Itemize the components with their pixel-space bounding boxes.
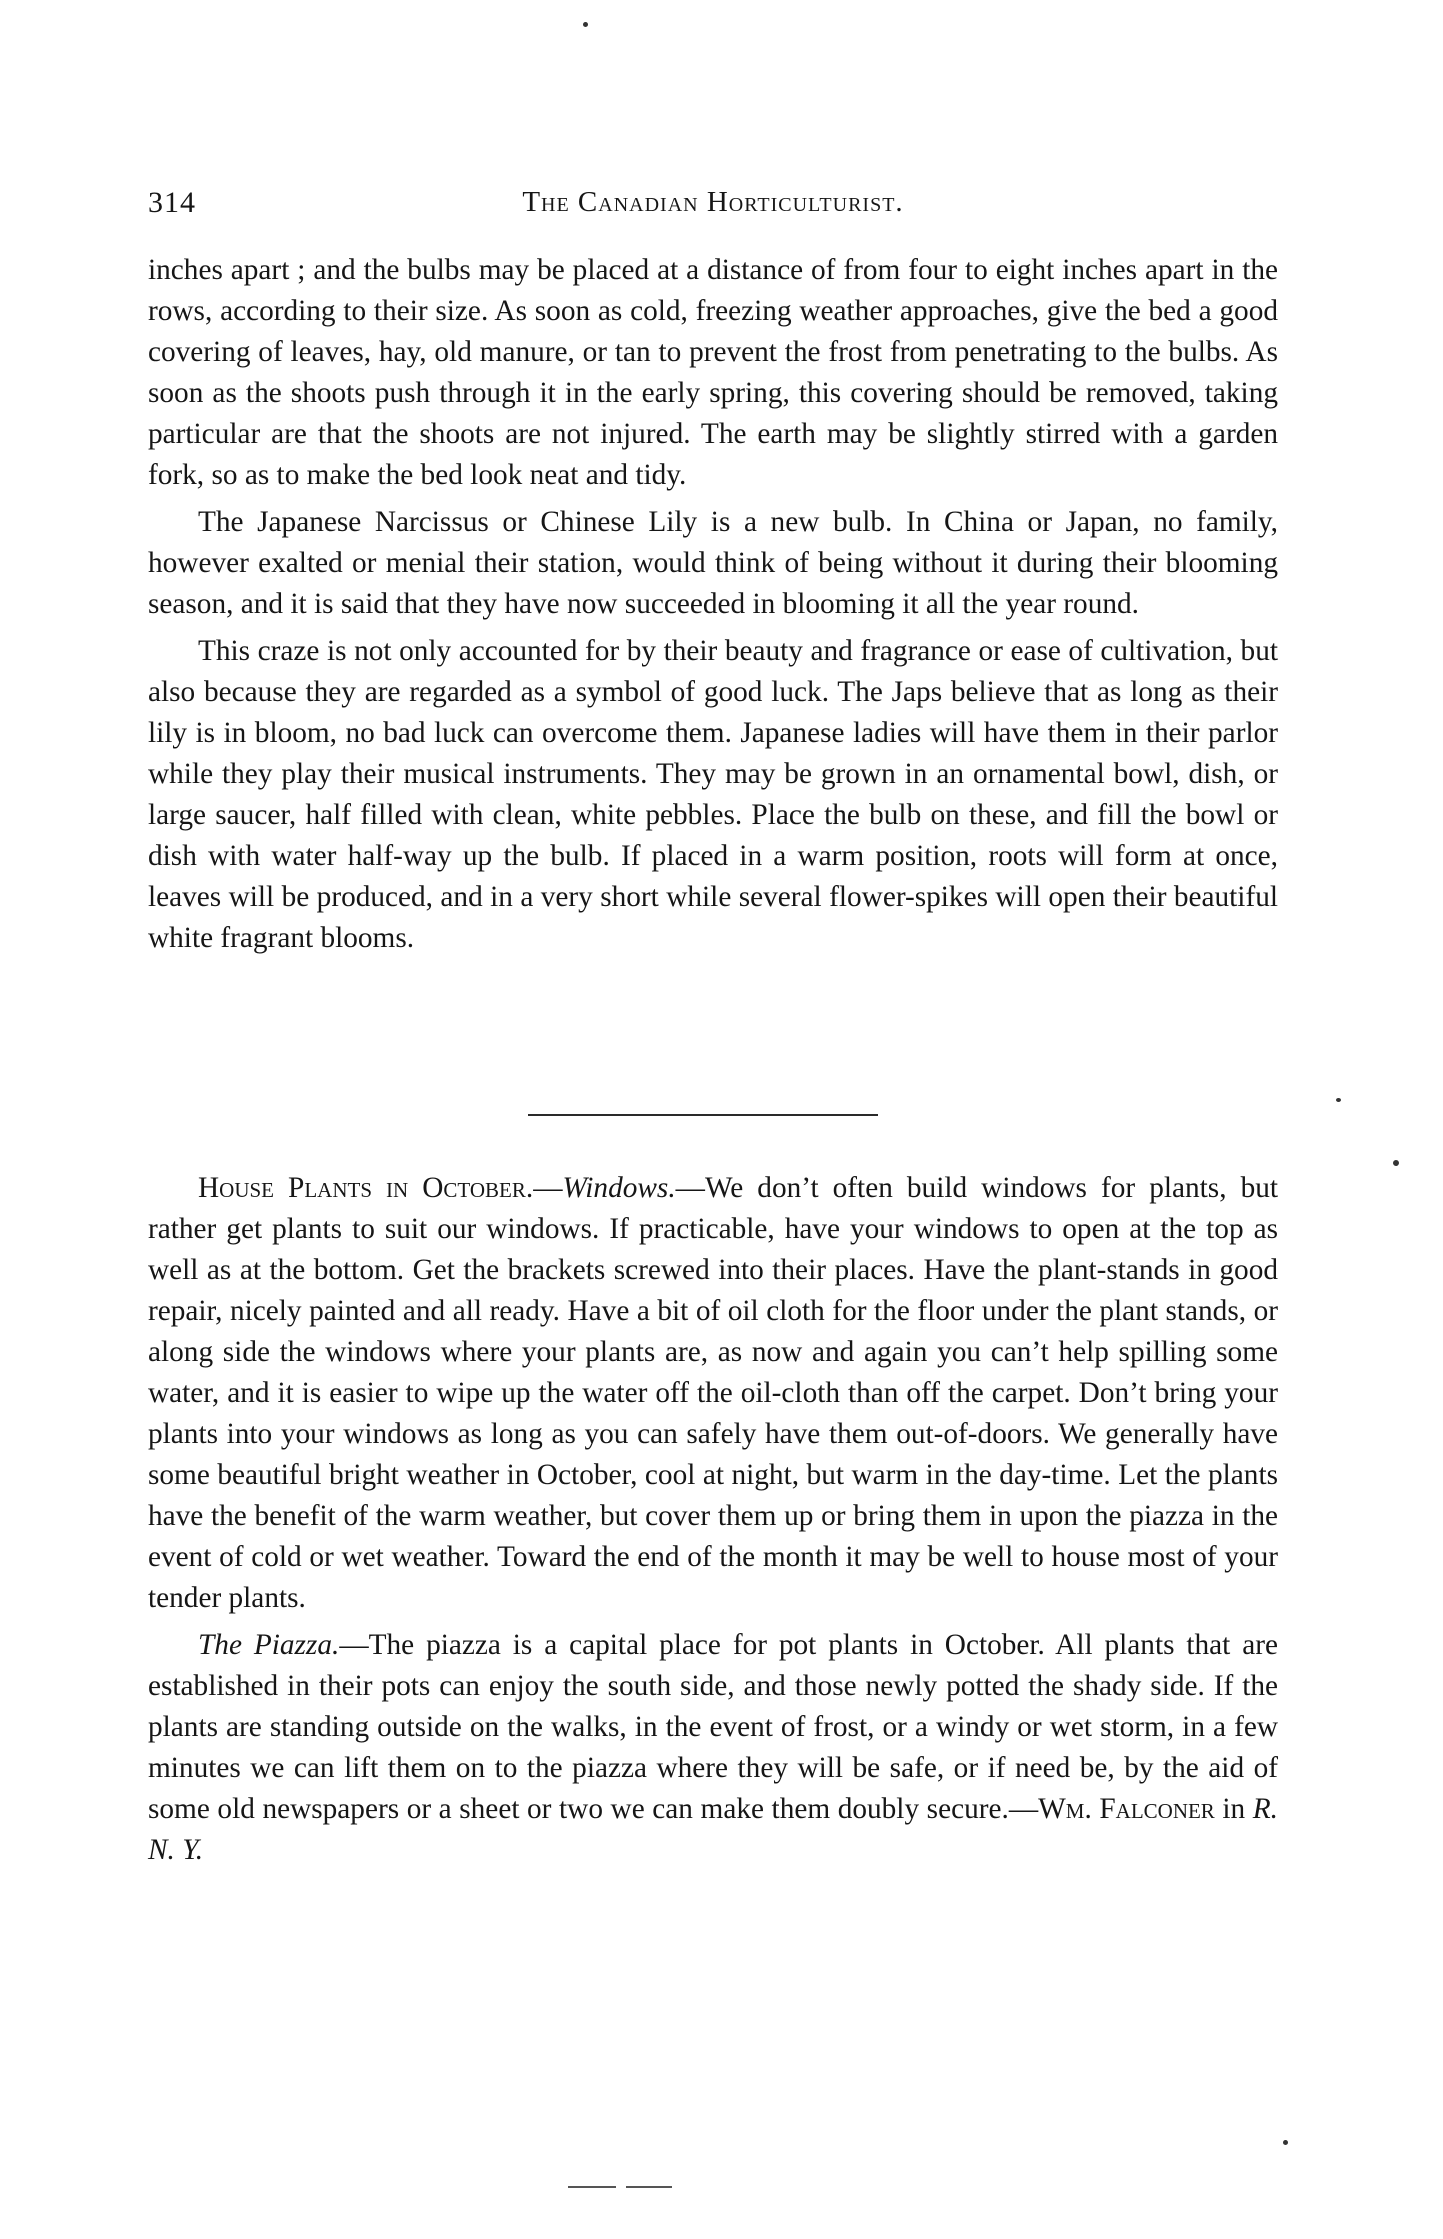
page-number: 314 bbox=[148, 186, 196, 219]
heading-dash: — bbox=[533, 1172, 563, 1204]
page-header bbox=[148, 186, 1278, 226]
source-citation: R. N. Y. bbox=[148, 1793, 1279, 1866]
author-name: Wm. Falconer bbox=[1038, 1793, 1215, 1825]
print-speck bbox=[1336, 1098, 1341, 1102]
section-divider bbox=[528, 1114, 878, 1116]
article-narcissus bbox=[148, 250, 1278, 959]
section-heading: House Plants in October. bbox=[198, 1172, 534, 1204]
paragraph-lily-craze: This craze is not only accounted for by their beauty and fragrance or ease of cultivation, but also because they are regarded as a symbol of good luck. The Japs believe that as long as their lily is in bloom, no bad luck can overcome them. Japanese ladies will have them in their parlor while they play their musical instruments. They may be grown in an ornamental bowl, dish, or large saucer, half filled with clean, white pebbles. Place the bulb on these, and fill the bowl or dish with water half-way up the bulb. If placed in a warm position, roots will form at once, leaves will be produced, and in a very short while several flower-spikes will open their beautiful white fragrant blooms. bbox=[148, 635, 1278, 954]
article-house-plants bbox=[148, 1168, 1278, 1871]
windows-body: —We don’t often build windows for plants, but rather get plants to suit our windows. If practicable, have your windows to open at the top as well as at the bottom. Get the brackets screwed into their places. Have the plant-stands in good repair, nicely painted and all ready. Have a bit of oil cloth for the floor under the plant stands, or along side the windows where your plants are, as now and again you can’t help spilling some water, and it is easier to wipe up the water off the oil-cloth than off the carpet. Don’t bring your plants into your windows as long as you can safely have them out-of-doors. We generally have some beautiful bright weather in October, cool at night, but warm in the day-time. Let the plants have the benefit of the warm weather, but cover them up or bring them in upon the piazza in the event of cold or wet weather. Toward the end of the month it may be well to house most of your tender plants. bbox=[148, 1172, 1279, 1614]
source-prefix: in bbox=[1214, 1793, 1253, 1825]
paragraph-bulb-planting: inches apart ; and the bulbs may be placed at a distance of from four to eight inches apart in the rows, according to their size. As soon as cold, freezing weather approaches, give the bed a good covering of leaves, hay, old manure, or tan to prevent the frost from penetrating to the bulbs. As soon as the shoots push through it in the early spring, this covering should be removed, taking particular are that the shoots are not injured. The earth may be slightly stirred with a garden fork, so as to make the bed look neat and tidy. bbox=[148, 254, 1278, 491]
print-speck bbox=[1393, 1160, 1399, 1166]
print-mark bbox=[568, 2186, 616, 2188]
print-speck bbox=[1283, 2140, 1288, 2145]
piazza-body: —The piazza is a capital place for pot plants in October. All plants that are established in their pots can enjoy the south side, and those newly potted the shady side. If the plants are standing outside on the walks, in the event of frost, or a windy or wet storm, in a few minutes we can lift them on to the piazza where they will be safe, or if need be, by the aid of some old newspapers or a sheet or two we can make them doubly secure.— bbox=[148, 1629, 1278, 1825]
subheading-windows: Windows. bbox=[562, 1172, 676, 1204]
print-mark bbox=[626, 2186, 672, 2188]
print-speck bbox=[583, 22, 588, 27]
subheading-piazza: The Piazza. bbox=[198, 1629, 340, 1661]
paragraph-japanese-narcissus: The Japanese Narcissus or Chinese Lily is a new bulb. In China or Japan, no family, however exalted or menial their station, would think of being without it during their blooming season, and it is said that they have now succeeded in blooming it all the year round. bbox=[148, 506, 1278, 620]
running-title: The Canadian Horticulturist. bbox=[522, 186, 904, 218]
paragraph-windows bbox=[148, 1168, 1278, 1619]
paragraph-piazza bbox=[148, 1625, 1278, 1871]
